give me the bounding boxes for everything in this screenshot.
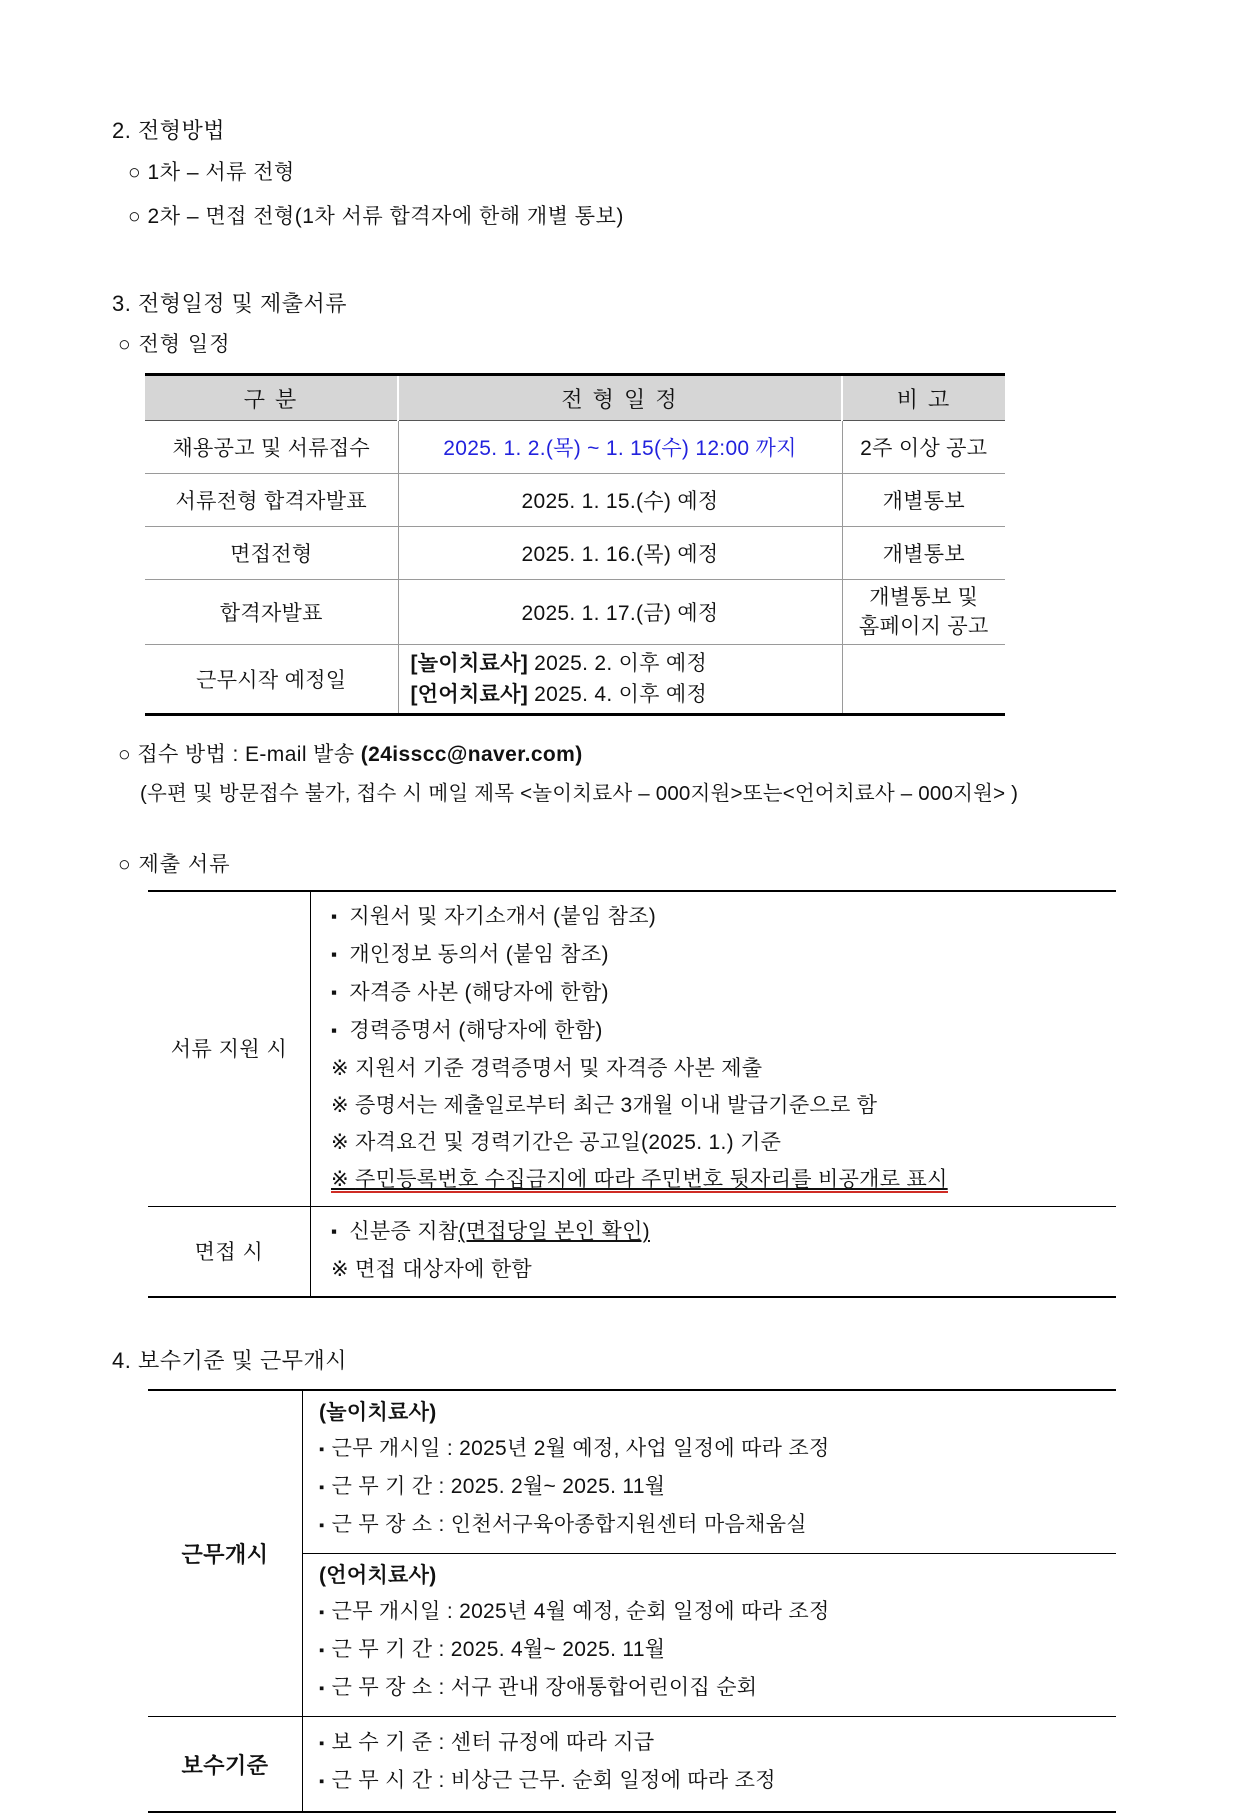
pay-content: [303, 1717, 1117, 1813]
privacy-note-mark: ※: [331, 1168, 356, 1191]
documents-row-application: [148, 891, 1116, 1207]
cell-note: 2주 이상 공고: [842, 421, 1005, 474]
header-note: 비 고: [842, 375, 1005, 421]
doc-bullet: ▪ 개인정보 동의서 (붙임 참조): [311, 936, 1116, 974]
cell-schedule: 2025. 1. 2.(목) ~ 1. 15(수) 12:00 까지: [398, 421, 842, 474]
section-2-heading: 2. 전형방법: [112, 118, 225, 143]
work-detail-line: ▪ 근무 개시일 : 2025년 4월 예정, 순회 일정에 따라 조정: [319, 1594, 1116, 1632]
cell-category: 서류전형 합격자발표: [145, 474, 398, 527]
work-start-date: 2025. 2. 이후 예정: [528, 652, 708, 675]
row-content: [311, 1207, 1117, 1298]
section-3-heading: 3. 전형일정 및 제출서류: [112, 291, 347, 316]
work-start-line: [411, 679, 836, 710]
row-label-work-start: 근무개시: [148, 1390, 303, 1717]
privacy-note-text: [331, 1168, 948, 1193]
schedule-sub-label: ○ 전형 일정: [118, 333, 231, 356]
work-detail-line: ▪ 근 무 기 간 : 2025. 2월~ 2025. 11월: [319, 1469, 1116, 1507]
doc-bullet: ▪ 경력증명서 (해당자에 한함): [311, 1012, 1116, 1050]
schedule-row-final-result: [145, 580, 1005, 645]
cell-category: 채용공고 및 서류접수: [145, 421, 398, 474]
method-item-2: ○ 2차 – 면접 전형(1차 서류 합격자에 한해 개별 통보): [128, 205, 624, 228]
work-pay-table: [148, 1389, 1116, 1813]
documents-table: [148, 890, 1116, 1298]
header-category: 구 분: [145, 375, 398, 421]
schedule-row-interview: [145, 527, 1005, 580]
work-start-line: [411, 648, 836, 679]
work-detail-line: ▪ 근 무 기 간 : 2025. 4월~ 2025. 11월: [319, 1632, 1116, 1670]
schedule-table: [145, 373, 1005, 716]
cell-schedule: 2025. 1. 17.(금) 예정: [398, 580, 842, 645]
work-start-date: 2025. 4. 이후 예정: [528, 683, 708, 706]
cell-note: 개별통보: [842, 527, 1005, 580]
apply-method-line: [118, 738, 1240, 768]
doc-note: ※ 자격요건 및 경력기간은 공고일(2025. 1.) 기준: [331, 1131, 782, 1154]
method-item-1: ○ 1차 – 서류 전형: [128, 161, 295, 184]
play-therapist-block: [303, 1390, 1117, 1554]
header-schedule: 전 형 일 정: [398, 375, 842, 421]
apply-email: (24isscc@naver.com): [360, 743, 583, 766]
spacer: [112, 233, 1240, 287]
block-title: (놀이치료사): [319, 1401, 437, 1424]
cell-category: 면접전형: [145, 527, 398, 580]
apply-method-text: ○ 접수 방법 : E-mail 발송: [118, 743, 361, 766]
block-title: (언어치료사): [319, 1564, 437, 1587]
row-label: 면접 시: [148, 1207, 311, 1298]
cell-schedule: 2025. 1. 15.(수) 예정: [398, 474, 842, 527]
pay-detail-line: ▪ 근 무 시 간 : 비상근 근무. 순회 일정에 따라 조정: [319, 1763, 1116, 1801]
row-label-pay: 보수기준: [148, 1717, 303, 1813]
privacy-note-body: 주민등록번호 수집금지에 따라 주민번호 뒷자리를 비공개로 표시: [355, 1168, 948, 1191]
note-line: 홈페이지 공고: [858, 615, 989, 638]
row-label: 서류 지원 시: [148, 891, 311, 1207]
schedule-row-announcement: [145, 421, 1005, 474]
documents-row-interview: [148, 1207, 1116, 1298]
section-selection-method: [112, 114, 1240, 233]
doc-note-privacy: [311, 1161, 1116, 1198]
interview-note: ※ 면접 대상자에 한함: [331, 1258, 532, 1281]
doc-note: ※ 지원서 기준 경력증명서 및 자격증 사본 제출: [331, 1057, 763, 1080]
documents-sub-label: ○ 제출 서류: [118, 853, 231, 876]
doc-bullet: ▪ 지원서 및 자기소개서 (붙임 참조): [311, 898, 1116, 936]
cell-category: 합격자발표: [145, 580, 398, 645]
speech-therapist-block: [303, 1554, 1117, 1717]
work-detail-line: ▪ 근 무 장 소 : 인천서구육아종합지원센터 마음채움실: [319, 1507, 1116, 1545]
cell-note: [842, 645, 1005, 715]
role-tag: [놀이치료사]: [410, 652, 529, 675]
apply-method-detail: (우편 및 방문접수 불가, 접수 시 메일 제목 <놀이치료사 – 000지원>또는<언어치료사 – 000지원> ): [140, 782, 1019, 805]
id-card-underlined: (면접당일 본인 확인): [458, 1220, 650, 1243]
pay-standard-row: [148, 1717, 1116, 1813]
schedule-row-work-start: [145, 645, 1005, 715]
cell-category: 근무시작 예정일: [145, 645, 398, 715]
cell-note: 개별통보: [842, 474, 1005, 527]
role-tag: [언어치료사]: [410, 683, 529, 706]
work-detail-line: ▪ 근무 개시일 : 2025년 2월 예정, 사업 일정에 따라 조정: [319, 1431, 1116, 1469]
schedule-row-doc-result: [145, 474, 1005, 527]
work-detail-line: ▪ 근 무 장 소 : 서구 관내 장애통합어린이집 순회: [319, 1670, 1116, 1708]
spacer: [112, 1298, 1240, 1344]
cell-schedule: 2025. 1. 16.(목) 예정: [398, 527, 842, 580]
doc-bullet: ▪ 자격증 사본 (해당자에 한함): [311, 974, 1116, 1012]
cell-note: [842, 580, 1005, 645]
note-line: 개별통보 및: [869, 586, 979, 609]
section-pay-and-work-start: [112, 1344, 1240, 1813]
id-card-text: 신분증 지참: [349, 1220, 459, 1243]
work-start-row-play: [148, 1390, 1116, 1554]
row-content: [311, 891, 1117, 1207]
interview-bullet: [311, 1213, 1116, 1251]
section-4-heading: 4. 보수기준 및 근무개시: [112, 1348, 347, 1373]
pay-detail-line: ▪ 보 수 기 준 : 센터 규정에 따라 지급: [319, 1725, 1116, 1763]
schedule-header-row: [145, 375, 1005, 421]
cell-schedule: [398, 645, 842, 715]
doc-note: ※ 증명서는 제출일로부터 최근 3개월 이내 발급기준으로 함: [331, 1094, 878, 1117]
section-schedule-and-documents: [112, 287, 1240, 1298]
